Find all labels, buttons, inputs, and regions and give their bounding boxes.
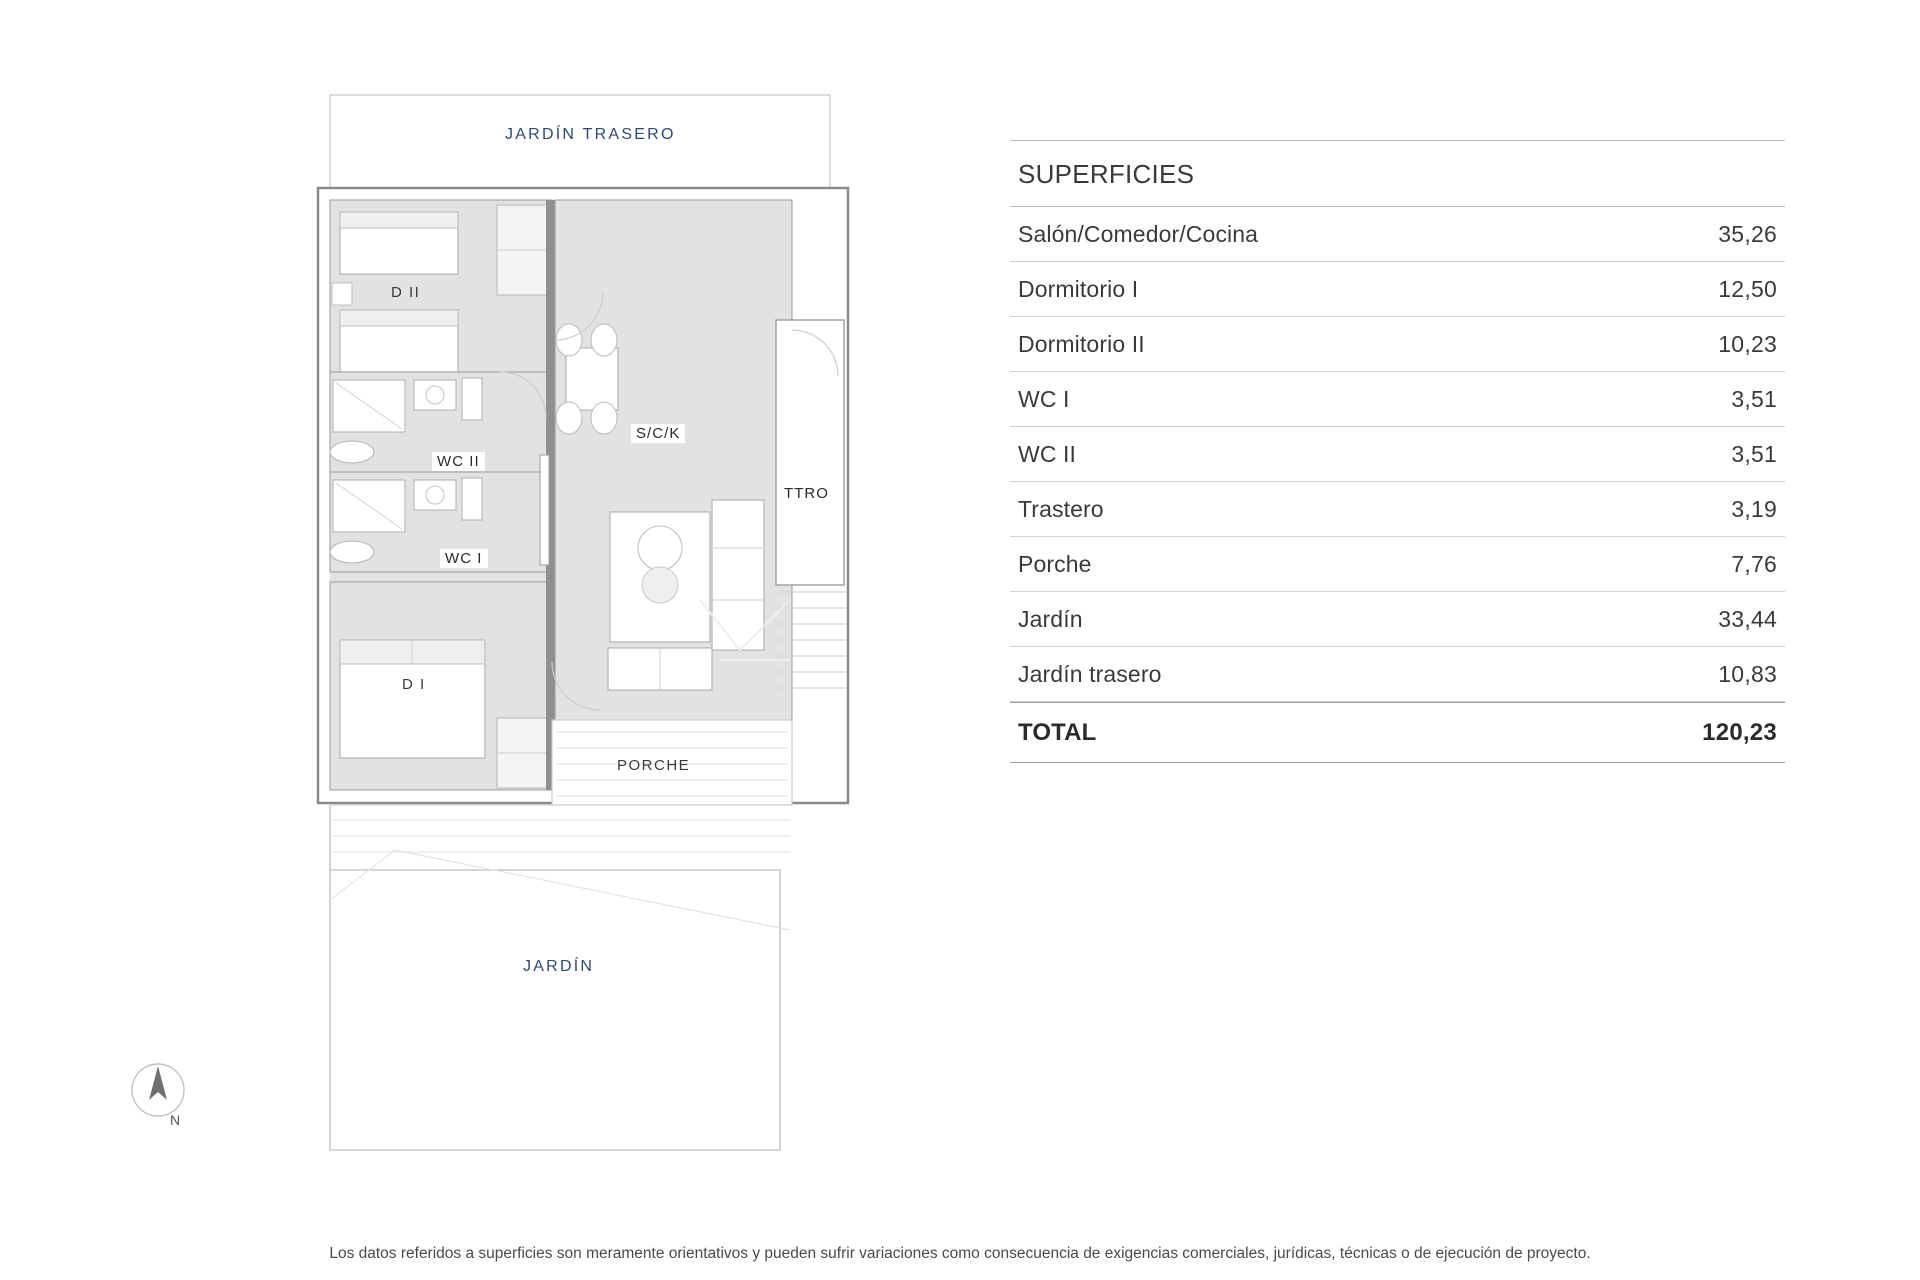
label-salon-comedor-cocina: S/C/K (631, 424, 685, 443)
row-label: Jardín (1018, 606, 1083, 632)
compass-rose (132, 1064, 184, 1116)
label-jardin-trasero: JARDÍN TRASERO (505, 126, 676, 143)
table-row (1010, 482, 1785, 537)
table-row (1010, 427, 1785, 482)
label-wc-2: WC II (432, 452, 485, 471)
label-dormitorio-2: D II (391, 284, 421, 301)
table-row (1010, 537, 1785, 592)
row-value: 3,19 (1731, 496, 1777, 522)
label-jardin: JARDÍN (523, 958, 595, 975)
row-label: Porche (1018, 551, 1092, 577)
row-value: 10,83 (1718, 661, 1777, 687)
label-porche: PORCHE (617, 757, 691, 774)
table-row-total (1010, 702, 1785, 763)
row-value: 7,76 (1731, 551, 1777, 577)
row-label: Dormitorio I (1018, 276, 1139, 302)
label-dormitorio-1: D I (402, 676, 426, 693)
row-value: 35,26 (1718, 221, 1777, 247)
surfaces-title: SUPERFICIES (1010, 140, 1785, 207)
total-label: TOTAL (1018, 719, 1097, 746)
row-label: WC I (1018, 386, 1070, 412)
row-value: 33,44 (1718, 606, 1777, 632)
floor-plan (0, 0, 960, 1240)
table-row (1010, 592, 1785, 647)
table-row (1010, 317, 1785, 372)
compass-north-label: N (170, 1112, 182, 1128)
row-value: 10,23 (1718, 331, 1777, 357)
row-value: 3,51 (1731, 441, 1777, 467)
table-row (1010, 262, 1785, 317)
surfaces-table (1010, 140, 1785, 763)
label-trastero: TTRO (784, 485, 830, 502)
total-value: 120,23 (1702, 719, 1777, 746)
row-label: Salón/Comedor/Cocina (1018, 221, 1259, 247)
row-value: 12,50 (1718, 276, 1777, 302)
floor-plan-drawing (0, 0, 960, 1240)
row-label: Trastero (1018, 496, 1104, 522)
row-value: 3,51 (1731, 386, 1777, 412)
row-label: WC II (1018, 441, 1077, 467)
disclaimer-note: Los datos referidos a superficies son meramente orientativos y pueden sufrir variaciones como consecuencia de exigencias comerciales, jurídicas, técnicas o de ejecución de proyecto. (329, 1245, 1591, 1262)
label-wc-1: WC I (440, 549, 488, 568)
table-row (1010, 207, 1785, 262)
row-label: Dormitorio II (1018, 331, 1145, 357)
row-label: Jardín trasero (1018, 661, 1162, 687)
table-row (1010, 647, 1785, 702)
table-row (1010, 372, 1785, 427)
